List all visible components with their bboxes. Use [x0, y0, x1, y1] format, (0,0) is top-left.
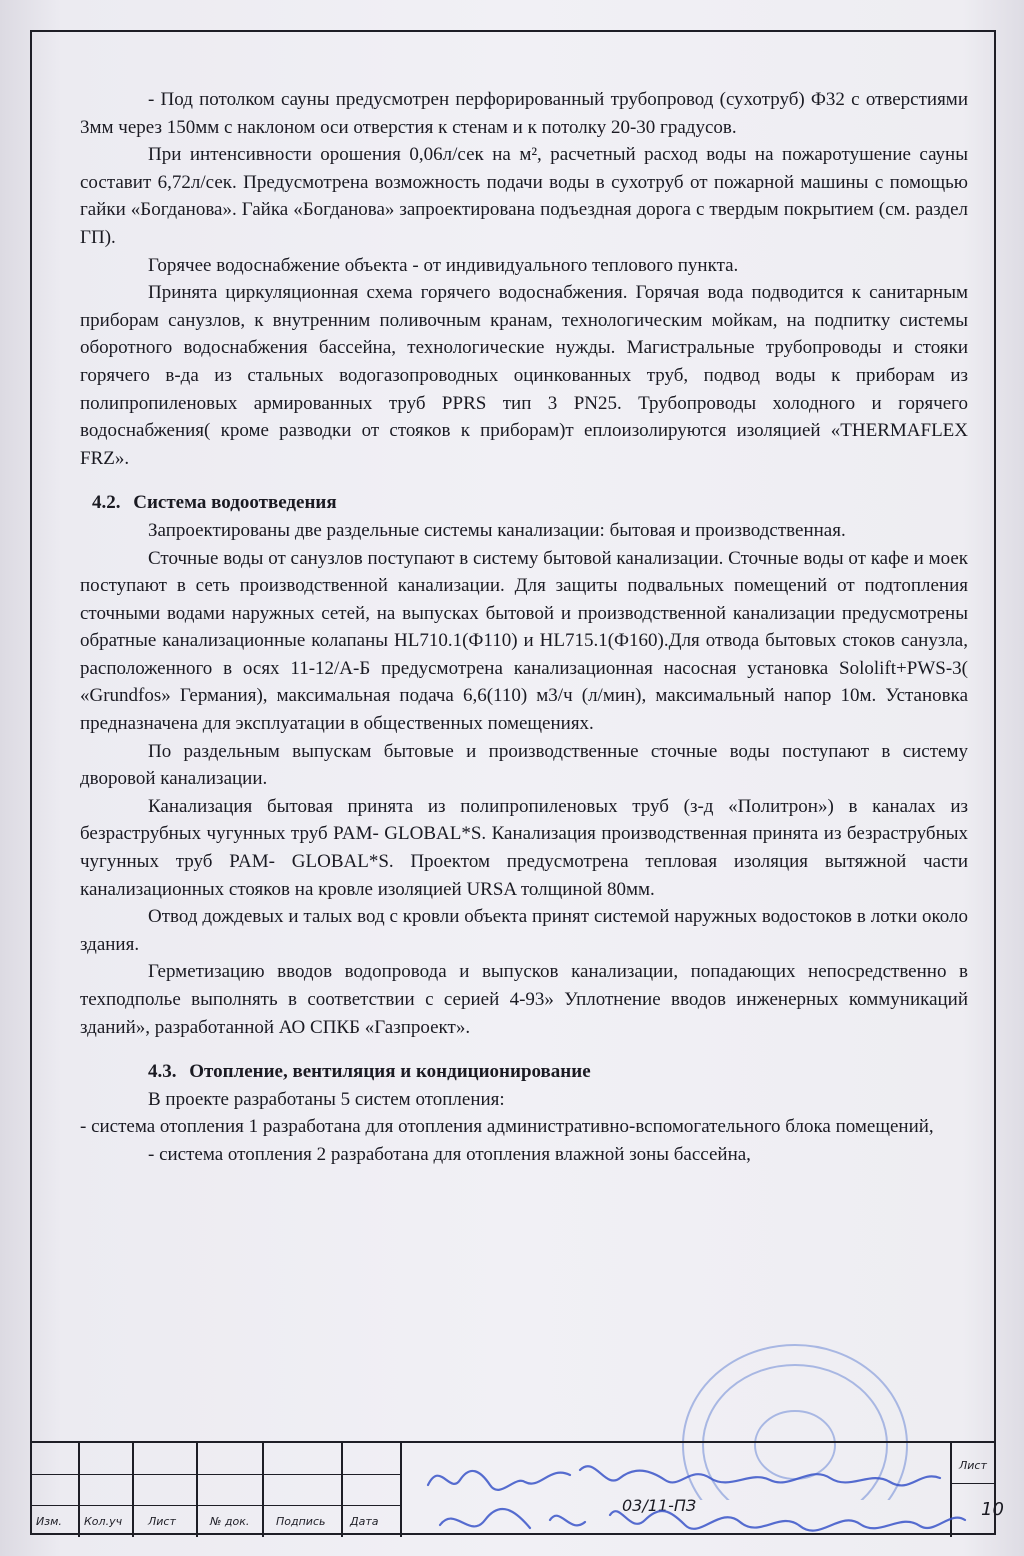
section-heading-4-3: [148, 1058, 968, 1086]
title-label: Изм.: [36, 1515, 62, 1528]
document-body: [80, 86, 968, 1169]
paragraph: Канализация бытовая принята из полипропиленовых труб (з-д «Политрон») в каналах из безраструбных чугунных труб PAM- GLOBAL*S. Канализация производственная принята из безраструбных чугунных труб PAM- GLOBAL*S. Проектом предусмотрена тепловая изоляция вытяжной части канализационных стояков на кровле изоляцией URSA толщиной 80мм.: [80, 795, 968, 900]
section-number: 4.2.: [92, 492, 121, 514]
paragraph: Запроектированы две раздельные системы канализации: бытовая и производственная.: [148, 519, 846, 541]
paragraph: Горячее водоснабжение объекта - от индивидуального теплового пункта.: [148, 254, 739, 276]
document-code: 03/11-ПЗ: [622, 1496, 697, 1515]
paragraph: В проекте разработаны 5 систем отопления:: [148, 1088, 505, 1110]
paragraph: - Под потолком сауны предусмотрен перфорированный трубопровод (сухотруб) Ф32 с отверстиями 3мм через 150мм с наклоном оси отверстия к стенам и к потолку 20-30 градусов.: [80, 89, 968, 138]
paragraph: Отвод дождевых и талых вод с кровли объекта принят системой наружных водостоков в лотки около здания.: [80, 906, 968, 955]
title-label: Кол.уч: [84, 1515, 123, 1528]
title-label: № док.: [210, 1515, 250, 1528]
section-title: Отопление, вентиляция и кондиционирование: [189, 1061, 591, 1083]
paragraph: Принята циркуляционная схема горячего водоснабжения. Горячая вода подводится к санитарным приборам санузлов, к внутренним поливочным кранам, технологическим мойкам, на подпитку системы оборотного водоснабжения бассейна, технологические нужды. Магистральные трубопроводы и стояки горячего в-да из стальных водогазопроводных оцинкованных труб, подвод воды к приборам из полипропиленовых армированных труб PPRS тип 3 PN25. Трубопроводы холодного и горячего водоснабжения( кроме разводки от стояков к приборам)т еплоизолируются изоляцией «THERMAFLEX FRZ».: [80, 282, 968, 469]
section-title: Система водоотведения: [133, 492, 337, 514]
section-number: 4.3.: [148, 1061, 177, 1083]
paragraph: По раздельным выпускам бытовые и производственные сточные воды поступают в систему дворовой канализации.: [80, 740, 968, 790]
handwritten-signature: [420, 1450, 980, 1550]
list-item: - система отопления 1 разработана для отопления административно-вспомогательного блока помещений,: [80, 1116, 934, 1138]
list-item: - система отопления 2 разработана для отопления влажной зоны бассейна,: [148, 1143, 751, 1165]
paragraph: Сточные воды от санузлов поступают в систему бытовой канализации. Сточные воды от кафе и моек поступают в сеть производственной канализации. Для защиты подвальных помещений от подтопления сточными водами наружных сетей, на выпусках бытовой и производственной канализации предусмотрены обратные канализационные колапаны HL710.1(Ф110) и HL715.1(Ф160).Для отвода бытовых стоков санузла, расположенного в осях 11-12/А-Б предусмотрена канализационная насосная установка Sololift+PWS-3( «Grundfos» Германия), максимальная подача 6,6(110) м3/ч (л/мин), максимальный напор 10м. Установка предназначена для эксплуатации в общественных помещениях.: [80, 547, 968, 735]
paragraph: Герметизацию вводов водопровода и выпусков канализации, попадающих непосредственно в техподполье выполнять в соответствии с серией 4-93» Уплотнение вводов инженерных коммуникаций зданий», разработанной АО СПКБ «Газпроект».: [80, 961, 968, 1038]
section-heading-4-2: [92, 489, 968, 517]
sheet-number: 10: [981, 1499, 1004, 1520]
title-label: Дата: [350, 1515, 379, 1528]
paragraph: При интенсивности орошения 0,06л/сек на м², расчетный расход воды на пожаротушение сауны составит 6,72л/сек. Предусмотрена возможность подачи воды в сухотруб от пожарной машины с помощью гайки «Богданова». Гайка «Богданова» запроектирована подъездная дорога с твердым покрытием (см. раздел ГП).: [80, 144, 968, 248]
title-label: Подпись: [276, 1515, 326, 1528]
sheet-label: Лист: [959, 1459, 987, 1472]
title-label: Лист: [148, 1515, 176, 1528]
